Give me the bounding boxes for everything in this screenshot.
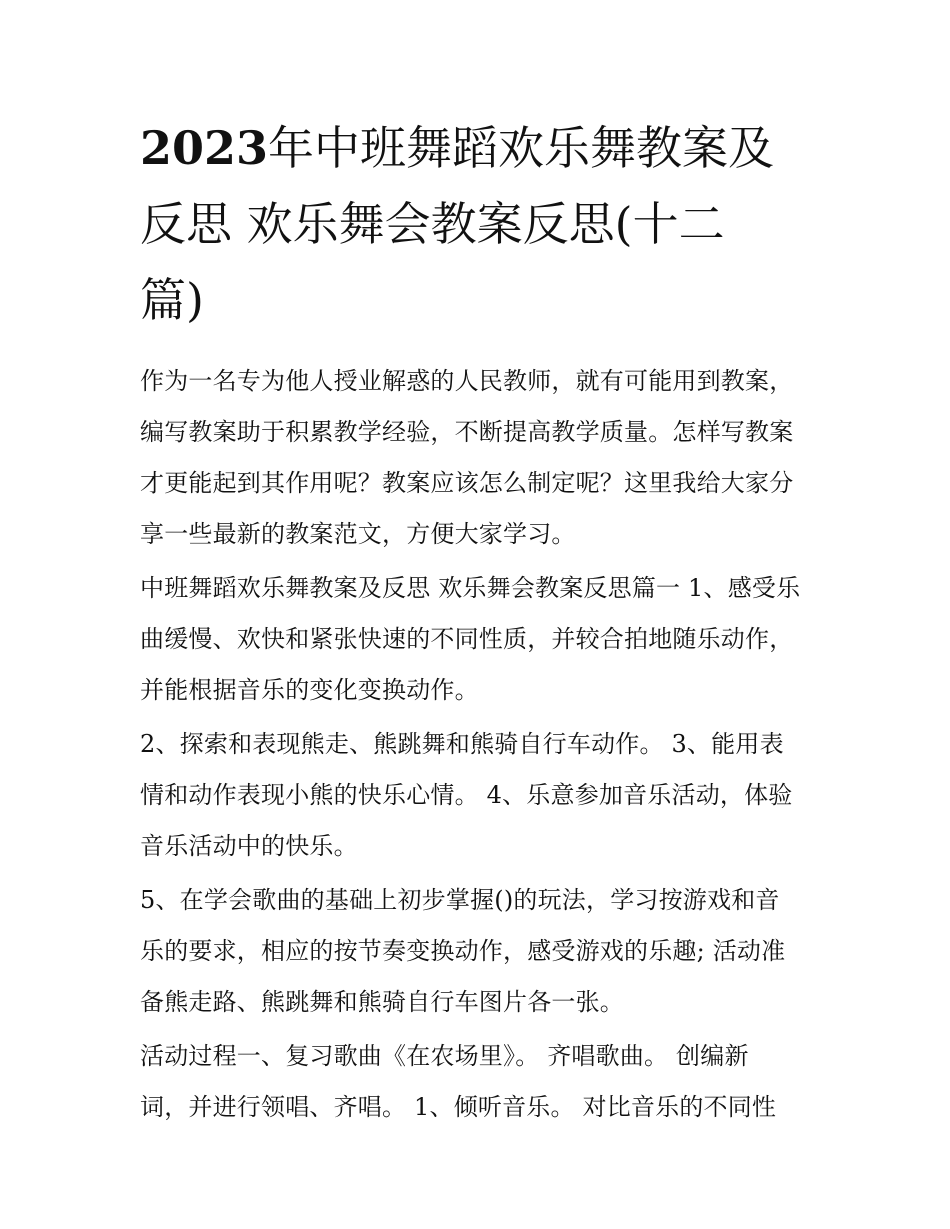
paragraph-line: 才更能起到其作用呢？教案应该怎么制定呢？这里我给大家分 xyxy=(140,469,794,497)
title-line-1 xyxy=(140,110,820,186)
document-title xyxy=(140,110,820,338)
document-body xyxy=(140,356,820,1136)
paragraph-line: 音乐活动中的快乐。 xyxy=(140,832,358,860)
paragraph-line: 备熊走路、熊跳舞和熊骑自行车图片各一张。 xyxy=(140,988,624,1016)
title-year: 2023 xyxy=(140,121,269,175)
paragraph-line: 乐的要求，相应的按节奏变换动作，感受游戏的乐趣; 活动准 xyxy=(140,937,786,965)
paragraph-objectives-2-4 xyxy=(140,719,820,872)
title-line-3: 篇) xyxy=(140,273,204,327)
paragraph-objective-1 xyxy=(140,563,820,716)
paragraph-line: 2、探索和表现熊走、熊跳舞和熊骑自行车动作。 3、能用表 xyxy=(140,730,784,758)
paragraph-line: 作为一名专为他人授业解惑的人民教师，就有可能用到教案， xyxy=(140,367,794,395)
title-line-2: 反思 欢乐舞会教案反思(十二 xyxy=(140,197,725,251)
paragraph-line: 曲缓慢、欢快和紧张快速的不同性质，并较合拍地随乐动作， xyxy=(140,625,794,653)
title-line-1-text: 年中班舞蹈欢乐舞教案及 xyxy=(268,121,775,175)
paragraph-line: 5、在学会歌曲的基础上初步掌握()的玩法，学习按游戏和音 xyxy=(140,886,780,914)
paragraph-intro xyxy=(140,356,820,560)
paragraph-line: 活动过程一、复习歌曲《在农场里》。 齐唱歌曲。 创编新 xyxy=(140,1042,749,1070)
paragraph-objective-5-preparation xyxy=(140,875,820,1028)
paragraph-line: 词，并进行领唱、齐唱。 1、倾听音乐。 对比音乐的不同性 xyxy=(140,1093,777,1121)
paragraph-line: 享一些最新的教案范文，方便大家学习。 xyxy=(140,520,576,548)
paragraph-line: 编写教案助于积累教学经验，不断提高教学质量。怎样写教案 xyxy=(140,418,794,446)
paragraph-activity-process xyxy=(140,1031,820,1133)
paragraph-line: 情和动作表现小熊的快乐心情。 4、乐意参加音乐活动，体验 xyxy=(140,781,793,809)
paragraph-line: 并能根据音乐的变化变换动作。 xyxy=(140,676,479,704)
paragraph-line: 中班舞蹈欢乐舞教案及反思 欢乐舞会教案反思篇一 1、感受乐 xyxy=(140,574,801,602)
